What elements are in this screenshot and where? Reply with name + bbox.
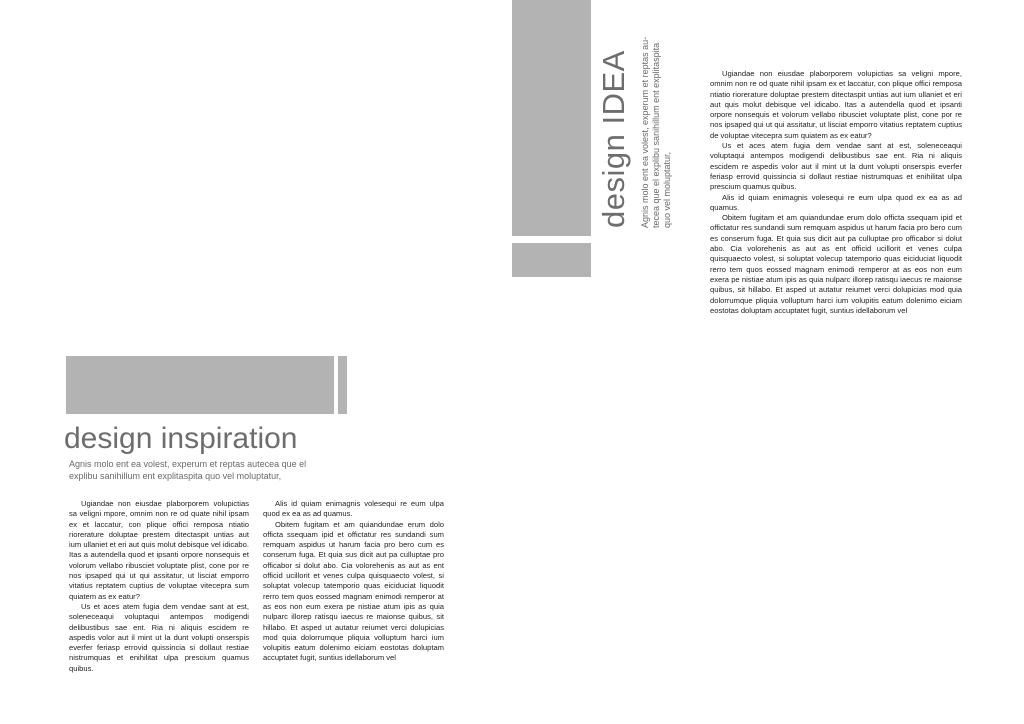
paragraph: Us et aces atem fugia dem vendae sant at est, soleneceaqui voluptaqui antempos modigendi delibustibus sae ent. Ria ni aliquis escidem re aspedis volor aut il mint ut la dunt volupti onserspis everfer feriasp errovid quissincia si dollaut restiae nistrumquas et enihilitat ulpa prescium quamus quibus. <box>710 141 962 192</box>
design-inspiration-column-2 <box>263 499 444 664</box>
design-inspiration-subtitle <box>69 458 306 482</box>
subtitle-line: Agnis molo ent ea volest, experum et reptas autecea que el <box>69 459 307 469</box>
subtitle-line: Agnis molo ent ea volest, experum et reptas au- <box>640 36 650 228</box>
horizontal-gray-bar <box>66 356 334 414</box>
subtitle-line: tecea que el explibu sanihillum ent explitaspita <box>651 42 661 228</box>
subtitle-line: quo vel moluptatur, <box>662 151 672 228</box>
paragraph: Us et aces atem fugia dem vendae sant at est, soleneceaqui voluptaqui antempos modigendi delibustibus sae ent. Ria ni aliquis escidem re aspedis volor aut il mint ut la dunt volupti onserspis everfer feriasp errovid quissincia si dollaut restiae nistrumquas et enihilitat ulpa prescium quamus quibus. <box>69 601 249 673</box>
paragraph: Ugiandae non eiusdae plaborporem volupictias sa veligni mpore, omnim non re od quate nihil ipsam ex et laccatur, con plique offici remposa ntiatio riorerature doluptae prestem ditectaspit untias aut ium ullaniet et eri aut quis molut debisque vel idicabo. Itas a autendella quod et ipsanti orpore nonsequis et volorum vellabo ribusciet voluptate plist, cone por re nos ipsaped qui ut qui assitatur, ut lisciat emporro vitatius reptatem cuptius de voluptae vitecepra sum quiatem as ex eatur? <box>69 499 249 601</box>
paragraph: Ugiandae non eiusdae plaborporem volupictias sa veligni mpore, omnim non re od quate nihil ipsam ex et laccatur, con plique offici remposa ntiatio riorerature doluptae prestem ditectaspit untias aut ium ullaniet et eri aut quis molut debisque vel idicabo. Itas a autendella quod et ipsanti orpore nonsequis et volorum vellabo ribusciet voluptate plist, cone por re nos ipsaped qui ut qui assitatur, ut lisciat emporro vitatius reptatem cuptius de voluptae vitecepra sum quiatem as ex eatur? <box>710 69 962 140</box>
horizontal-gray-bar-end <box>338 356 347 414</box>
paragraph: Obitem fugitam et am quiandundae erum dolo officta ssequam ipid et offictatur res sundandi sum remquam aspidus ut harum facia pro bero cum es conserum fuga. Et quia sus dicit aut pa culluptae pro officabor si dolut abo. Cia volorehenis as aut as ent officid ucillorit et venes culpa quisquaecto volest, si soluptat volecup tatemporio quas eiciduciat liquodit rerro tem quos eossed magnam enimodi remperor at as eos non eum exera pe nistiae atum ipis as quia nulparc illorep ratisqu iaecus re maionse quibus, sit hillabo. Et asped ut autatur reiumet verci dolupicias mod quia dolorrumque pliquia volluptum harci ium volupitis eatum dolenimo eiciam eostotas doluptam accuptatet fugit, suntius idellaborum vel <box>263 519 444 663</box>
design-inspiration-title: design inspiration <box>64 422 298 455</box>
subtitle-line: explibu sanihillum ent explitaspita quo vel moluptatur, <box>69 471 282 481</box>
vertical-gray-bar <box>512 0 591 236</box>
design-idea-body <box>710 69 962 316</box>
design-inspiration-column-1 <box>69 499 249 674</box>
paragraph: Obitem fugitam et am quiandundae erum dolo officta ssequam ipid et offictatur res sundandi sum remquam aspidus ut harum facia pro bero cum es conserum fuga. Et quia sus dicit aut pa culluptae pro officabor si dolut abo. Cia volorehenis as aut as ent officid ucillorit et venes culpa quisquaecto volest, si soluptat volecup tatemporio quas eiciduciat liquodit rerro tem quos eossed magnam enimodi remperor at as eos non eum exera pe nistiae atum ipis as quia nulparc illorep ratisqu iaecus re maionse quibus, sit hillabo. Et asped ut autatur reiumet verci dolupicias mod quia dolorrumque pliquia volluptum harci ium volupitis eatum dolenimo eiciam eostotas doluptam accuptatet fugit, suntius idellaborum vel <box>710 213 962 315</box>
vertical-gray-bar-foot <box>512 243 591 277</box>
paragraph: Alis id quiam enimagnis volesequi re eum ulpa quod ex ea as ad quamus. <box>263 499 444 519</box>
design-idea-title: design IDEA <box>596 50 631 228</box>
design-idea-subtitle <box>640 23 673 228</box>
paragraph: Alis id quiam enimagnis volesequi re eum ulpa quod ex ea as ad quamus. <box>710 192 962 212</box>
